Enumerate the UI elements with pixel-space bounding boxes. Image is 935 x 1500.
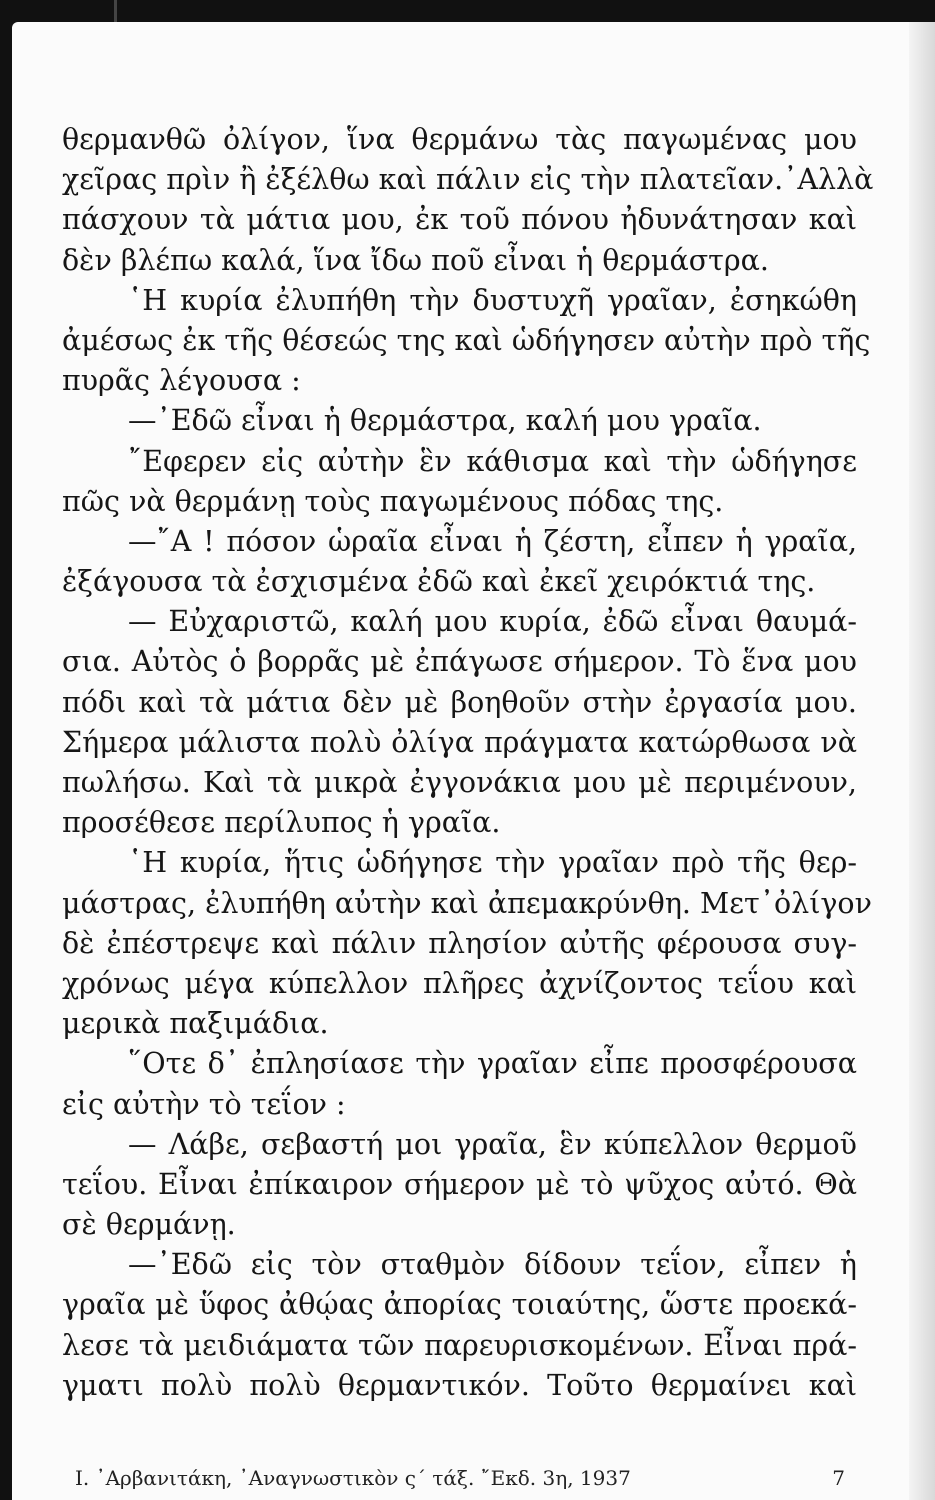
- text-line: λεσε τὰ μειδιάματα τῶν παρευρισκομένων. Εἶναι πρά-: [62, 1328, 857, 1362]
- page-number: 7: [832, 1466, 845, 1490]
- text-line: — Λάβε, σεβαστή μοι γραῖα, ἓν κύπελλον θερμοῦ: [128, 1127, 857, 1161]
- text-line: γματι πολὺ πολὺ θερμαντικόν. Τοῦτο θερμαίνει καὶ: [62, 1368, 857, 1402]
- text-line: ἐξάγουσα τὰ ἐσχισμένα ἐδῶ καὶ ἐκεῖ χειρόκτιά της.: [62, 565, 816, 599]
- text-line: ῾Η κυρία ἐλυπήθη τὴν δυστυχῆ γραῖαν, ἐσηκώθη: [128, 283, 857, 317]
- text-line: εἰς αὐτὴν τὸ τεΐον :: [62, 1087, 346, 1121]
- text-line: χρόνως μέγα κύπελλον πλῆρες ἀχνίζοντος τεΐου καὶ: [62, 966, 857, 1000]
- book-page: [12, 22, 935, 1500]
- text-line: μάστρας, ἐλυπήθη αὐτὴν καὶ ἀπεμακρύνθη. Μετ᾽ὀλίγον: [62, 886, 872, 920]
- text-line: πυρᾶς λέγουσα :: [62, 364, 301, 398]
- body-text: [62, 120, 874, 1406]
- text-line: χεῖρας πρὶν ἢ ἐξέλθω καὶ πάλιν εἰς τὴν πλατεῖαν.᾽Αλλὰ: [62, 163, 874, 197]
- text-line: —᾽Εδῶ εἶναι ἡ θερμάστρα, καλή μου γραῖα.: [128, 404, 762, 438]
- footer-citation: Ι. ᾽Αρβανιτάκη, ᾽Αναγνωστικὸν ς´ τάξ. ῎Εκδ. 3η, 1937: [75, 1466, 631, 1490]
- text-line: πάσχουν τὰ μάτια μου, ἐκ τοῦ πόνου ἠδυνάτησαν καὶ: [62, 203, 857, 237]
- text-line: τεΐου. Εἶναι ἐπίκαιρον σήμερον μὲ τὸ ψῦχος αὐτό. Θὰ: [62, 1167, 857, 1201]
- text-line: δὲν βλέπω καλά, ἵνα ἴδω ποῦ εἶναι ἡ θερμάστρα.: [62, 243, 769, 277]
- text-line: προσέθεσε περίλυπος ἡ γραῖα.: [62, 806, 501, 840]
- text-line: Σήμερα μάλιστα πολὺ ὀλίγα πράγματα κατώρθωσα νὰ: [62, 725, 857, 759]
- text-line: ῾Η κυρία, ἥτις ὡδήγησε τὴν γραῖαν πρὸ τῆς θερ-: [128, 846, 857, 880]
- text-line: ῞Οτε δ᾽ ἐπλησίασε τὴν γραῖαν εἶπε προσφέρουσα: [128, 1047, 857, 1081]
- text-line: πόδι καὶ τὰ μάτια δὲν μὲ βοηθοῦν στὴν ἐργασία μου.: [62, 685, 857, 719]
- page-binding-edge: [909, 22, 935, 1500]
- text-line: — Εὐχαριστῶ, καλή μου κυρία, ἐδῶ εἶναι θαυμά-: [128, 605, 857, 639]
- top-mark: [114, 0, 117, 22]
- text-line: ῎Εφερεν εἰς αὐτὴν ἓν κάθισμα καὶ τὴν ὡδήγησε: [128, 444, 857, 478]
- text-line: —῎Α ! πόσον ὡραῖα εἶναι ἡ ζέστη, εἶπεν ἡ γραῖα,: [128, 524, 857, 558]
- text-line: πῶς νὰ θερμάνῃ τοὺς παγωμένους πόδας της.: [62, 484, 724, 518]
- text-line: σια. Αὐτὸς ὁ βορρᾶς μὲ ἐπάγωσε σήμερον. Τὸ ἕνα μου: [62, 645, 857, 679]
- text-line: θερμανθῶ ὀλίγον, ἵνα θερμάνω τὰς παγωμένας μου: [62, 123, 857, 156]
- text-line: ἀμέσως ἐκ τῆς θέσεώς της καὶ ὡδήγησεν αὐτὴν πρὸ τῆς: [62, 323, 871, 357]
- text-line: —᾽Εδῶ εἰς τὸν σταθμὸν δίδουν τεΐον, εἶπεν ἡ: [128, 1248, 857, 1282]
- text-line: πωλήσω. Καὶ τὰ μικρὰ ἐγγονάκια μου μὲ περιμένουν,: [62, 766, 857, 799]
- text-line: δὲ ἐπέστρεψε καὶ πάλιν πλησίον αὐτῆς φέρουσα συγ-: [62, 926, 857, 960]
- text-line: γραῖα μὲ ὕφος ἀθῴας ἀπορίας τοιαύτης, ὥστε προεκά-: [62, 1288, 857, 1322]
- text-line: σὲ θερμάνῃ.: [62, 1208, 236, 1242]
- text-line: μερικὰ παξιμάδια.: [62, 1007, 329, 1041]
